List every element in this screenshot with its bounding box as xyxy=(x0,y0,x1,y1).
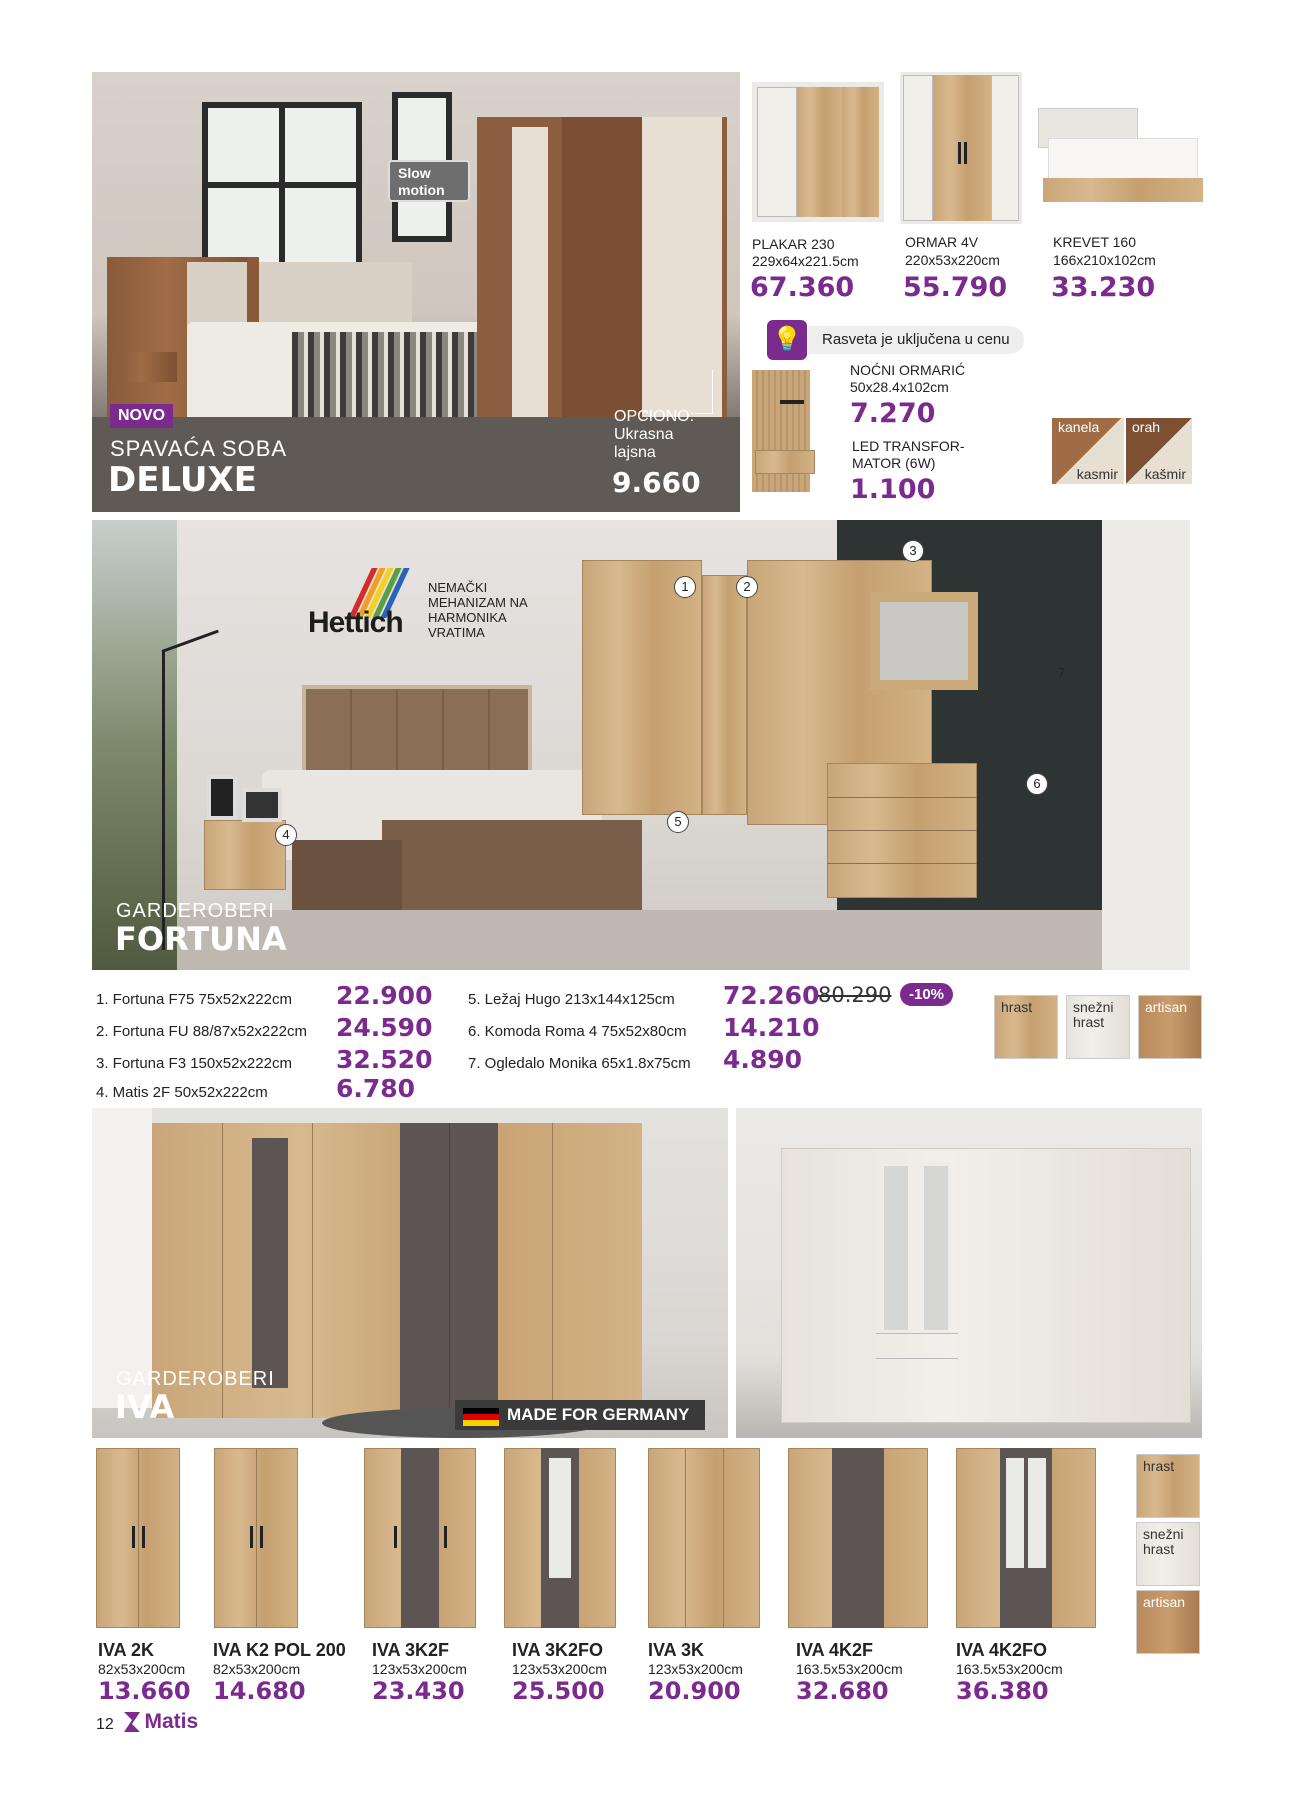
fortuna-item-5 xyxy=(468,981,968,1013)
item-label: 7. Ogledalo Monika 65x1.8x75cm xyxy=(468,1055,691,1072)
made-for-germany-banner xyxy=(455,1400,705,1430)
swatch-label: hrast xyxy=(1143,1458,1175,1474)
nocni-name: NOĆNI ORMARIĆ xyxy=(850,362,966,378)
led-name: LED TRANSFOR- MATOR (6W) xyxy=(852,438,965,471)
slow-motion-label: Slow motion xyxy=(398,165,445,198)
iva-product-5 xyxy=(648,1640,768,1705)
hettich-wordmark: Hettich xyxy=(308,606,403,639)
new-badge: NOVO xyxy=(110,404,173,428)
slow-motion-badge xyxy=(388,160,470,202)
swatch-hrast xyxy=(1136,1454,1200,1518)
callout-4: 4 xyxy=(275,824,297,846)
product-name: IVA 3K2FO xyxy=(512,1640,604,1660)
brand-name: Matis xyxy=(144,1710,199,1733)
fortuna-item-1 xyxy=(96,981,433,1013)
swatch-label: snežni hrast xyxy=(1073,999,1114,1030)
deluxe-title: DELUXE xyxy=(108,460,257,500)
germany-flag-icon xyxy=(463,1408,499,1426)
wardrobe xyxy=(582,560,702,815)
light-note xyxy=(808,326,1024,354)
product-price: 23.430 xyxy=(372,1677,465,1705)
nightstand xyxy=(117,352,177,382)
plakar-name: PLAKAR 230 xyxy=(752,236,835,252)
iva-product-4 xyxy=(512,1640,632,1705)
product-price: 32.680 xyxy=(796,1677,889,1705)
ormar-price: 55.790 xyxy=(903,272,1008,303)
plakar-dims: 229x64x221.5cm xyxy=(752,253,859,269)
light-note-text: Rasveta je uključena u cenu xyxy=(822,331,1010,348)
nocni-image xyxy=(752,370,812,492)
plakar-price: 67.360 xyxy=(750,272,855,303)
hettich-logo xyxy=(308,568,408,648)
swatch-top-label: orah xyxy=(1132,419,1161,435)
iva-hero-image-right xyxy=(736,1108,1202,1438)
item-label: 4. Matis 2F 50x52x222cm xyxy=(96,1084,268,1101)
item-price: 22.900 xyxy=(336,981,433,1010)
product-dims: 82x53x200cm xyxy=(213,1661,301,1677)
product-name: IVA 2K xyxy=(98,1640,155,1660)
iva-4k2fo-image xyxy=(956,1448,1096,1628)
item-label: 5. Ležaj Hugo 213x144x125cm xyxy=(468,991,675,1008)
product-dims: 163.5x53x200cm xyxy=(956,1661,1063,1677)
callout-6: 6 xyxy=(1026,773,1048,795)
nightstand xyxy=(204,820,286,890)
ormar-dims: 220x53x220cm xyxy=(905,252,1000,268)
iva-product-6 xyxy=(796,1640,936,1705)
iva-3k-image xyxy=(648,1448,760,1628)
swatch-kanela-kasmir xyxy=(1052,418,1124,484)
mirror xyxy=(870,592,978,690)
item-price: 6.780 xyxy=(336,1074,416,1103)
brand-logo xyxy=(124,1710,198,1736)
deluxe-subtitle: SPAVAĆA SOBA xyxy=(110,436,288,461)
made-for-label: MADE FOR GERMANY xyxy=(507,1405,690,1424)
swatch-hrast xyxy=(994,995,1058,1059)
item-price: 32.520 xyxy=(336,1045,433,1074)
optional-price: 9.660 xyxy=(612,466,701,499)
fortuna-item-2 xyxy=(96,1013,433,1045)
swatch-bottom-label: kasmir xyxy=(1076,466,1118,482)
swatch-label: artisan xyxy=(1145,999,1188,1015)
item-label: 3. Fortuna F3 150x52x222cm xyxy=(96,1055,292,1072)
product-price: 36.380 xyxy=(956,1677,1049,1705)
swatch-orah-kasmir xyxy=(1126,418,1192,484)
product-price: 20.900 xyxy=(648,1677,741,1705)
item-price: 4.890 xyxy=(723,1045,803,1074)
swatch-bottom-label: kašmir xyxy=(1144,466,1186,482)
swatch-artisan xyxy=(1138,995,1202,1059)
product-name: IVA 3K xyxy=(648,1640,705,1660)
swatch-label: snežni hrast xyxy=(1143,1526,1184,1557)
iva-title: IVA xyxy=(115,1388,175,1426)
swatch-label: hrast xyxy=(1001,999,1033,1015)
lightbulb-icon: 💡 xyxy=(767,320,807,360)
product-name: IVA 3K2F xyxy=(372,1640,450,1660)
item-label: 1. Fortuna F75 75x52x222cm xyxy=(96,991,292,1008)
iva-3k2fo-image xyxy=(504,1448,616,1628)
optional-label: OPCIONO: xyxy=(614,408,695,425)
hettich-note: NEMAČKI MEHANIZAM NA HARMONIKA VRATIMA xyxy=(428,580,527,640)
fortuna-title: FORTUNA xyxy=(115,920,287,958)
krevet-image xyxy=(1038,108,1206,212)
product-price: 25.500 xyxy=(512,1677,605,1705)
optional-item: Ukrasna lajsna xyxy=(614,426,674,461)
wardrobe xyxy=(781,1148,1191,1423)
krevet-dims: 166x210x102cm xyxy=(1053,252,1156,268)
fortuna-item-6 xyxy=(468,1013,828,1045)
product-dims: 163.5x53x200cm xyxy=(796,1661,903,1677)
fortuna-item-3 xyxy=(96,1045,433,1077)
item-label: 2. Fortuna FU 88/87x52x222cm xyxy=(96,1023,307,1040)
product-dims: 123x53x200cm xyxy=(512,1661,607,1677)
item-price: 14.210 xyxy=(723,1013,820,1042)
iva-product-2 xyxy=(213,1640,363,1705)
swatch-label: artisan xyxy=(1143,1594,1186,1610)
product-price: 13.660 xyxy=(98,1677,191,1705)
callout-2: 2 xyxy=(736,576,758,598)
fortuna-item-4 xyxy=(96,1074,426,1106)
iva-subtitle: GARDEROBERI xyxy=(116,1368,275,1390)
ormar-image xyxy=(900,72,1022,224)
product-dims: 123x53x200cm xyxy=(372,1661,467,1677)
item-label: 6. Komoda Roma 4 75x52x80cm xyxy=(468,1023,687,1040)
product-name: IVA 4K2FO xyxy=(956,1640,1048,1660)
matis-logo-icon xyxy=(124,1712,140,1732)
led-price: 1.100 xyxy=(850,474,936,505)
iva-4k2f-image xyxy=(788,1448,928,1628)
product-name: IVA 4K2F xyxy=(796,1640,874,1660)
callout-7: 7 xyxy=(1058,665,1066,680)
callout-1: 1 xyxy=(674,576,696,598)
iva-product-7 xyxy=(956,1640,1096,1705)
plakar-image xyxy=(752,82,884,222)
callout-3: 3 xyxy=(902,540,924,562)
iva-product-1 xyxy=(98,1640,208,1705)
product-name: IVA K2 POL 200 xyxy=(213,1640,346,1660)
nocni-dims: 50x28.4x102cm xyxy=(850,379,949,395)
swatch-top-label: kanela xyxy=(1058,419,1100,435)
swatch-artisan xyxy=(1136,1590,1200,1654)
fortuna-item-7 xyxy=(468,1045,828,1077)
iva-product-3 xyxy=(372,1640,492,1705)
krevet-name: KREVET 160 xyxy=(1053,234,1137,250)
discount-badge: -10% xyxy=(900,983,953,1006)
iva-k2-pol-200-image xyxy=(214,1448,298,1628)
iva-2k-image xyxy=(96,1448,180,1628)
item-price: 24.590 xyxy=(336,1013,433,1042)
swatch-snezni-hrast xyxy=(1066,995,1130,1059)
item-price: 72.260 xyxy=(723,981,820,1010)
iva-3k2f-image xyxy=(364,1448,476,1628)
nocni-price: 7.270 xyxy=(850,398,936,429)
product-dims: 123x53x200cm xyxy=(648,1661,743,1677)
krevet-price: 33.230 xyxy=(1051,272,1156,303)
page-number: 12 xyxy=(96,1716,114,1733)
swatch-snezni-hrast xyxy=(1136,1522,1200,1586)
callout-5: 5 xyxy=(667,811,689,833)
product-price: 14.680 xyxy=(213,1677,306,1705)
old-price: 80.290 xyxy=(818,983,892,1007)
ormar-name: ORMAR 4V xyxy=(905,234,979,250)
fortuna-subtitle: GARDEROBERI xyxy=(116,900,275,922)
product-dims: 82x53x200cm xyxy=(98,1661,186,1677)
